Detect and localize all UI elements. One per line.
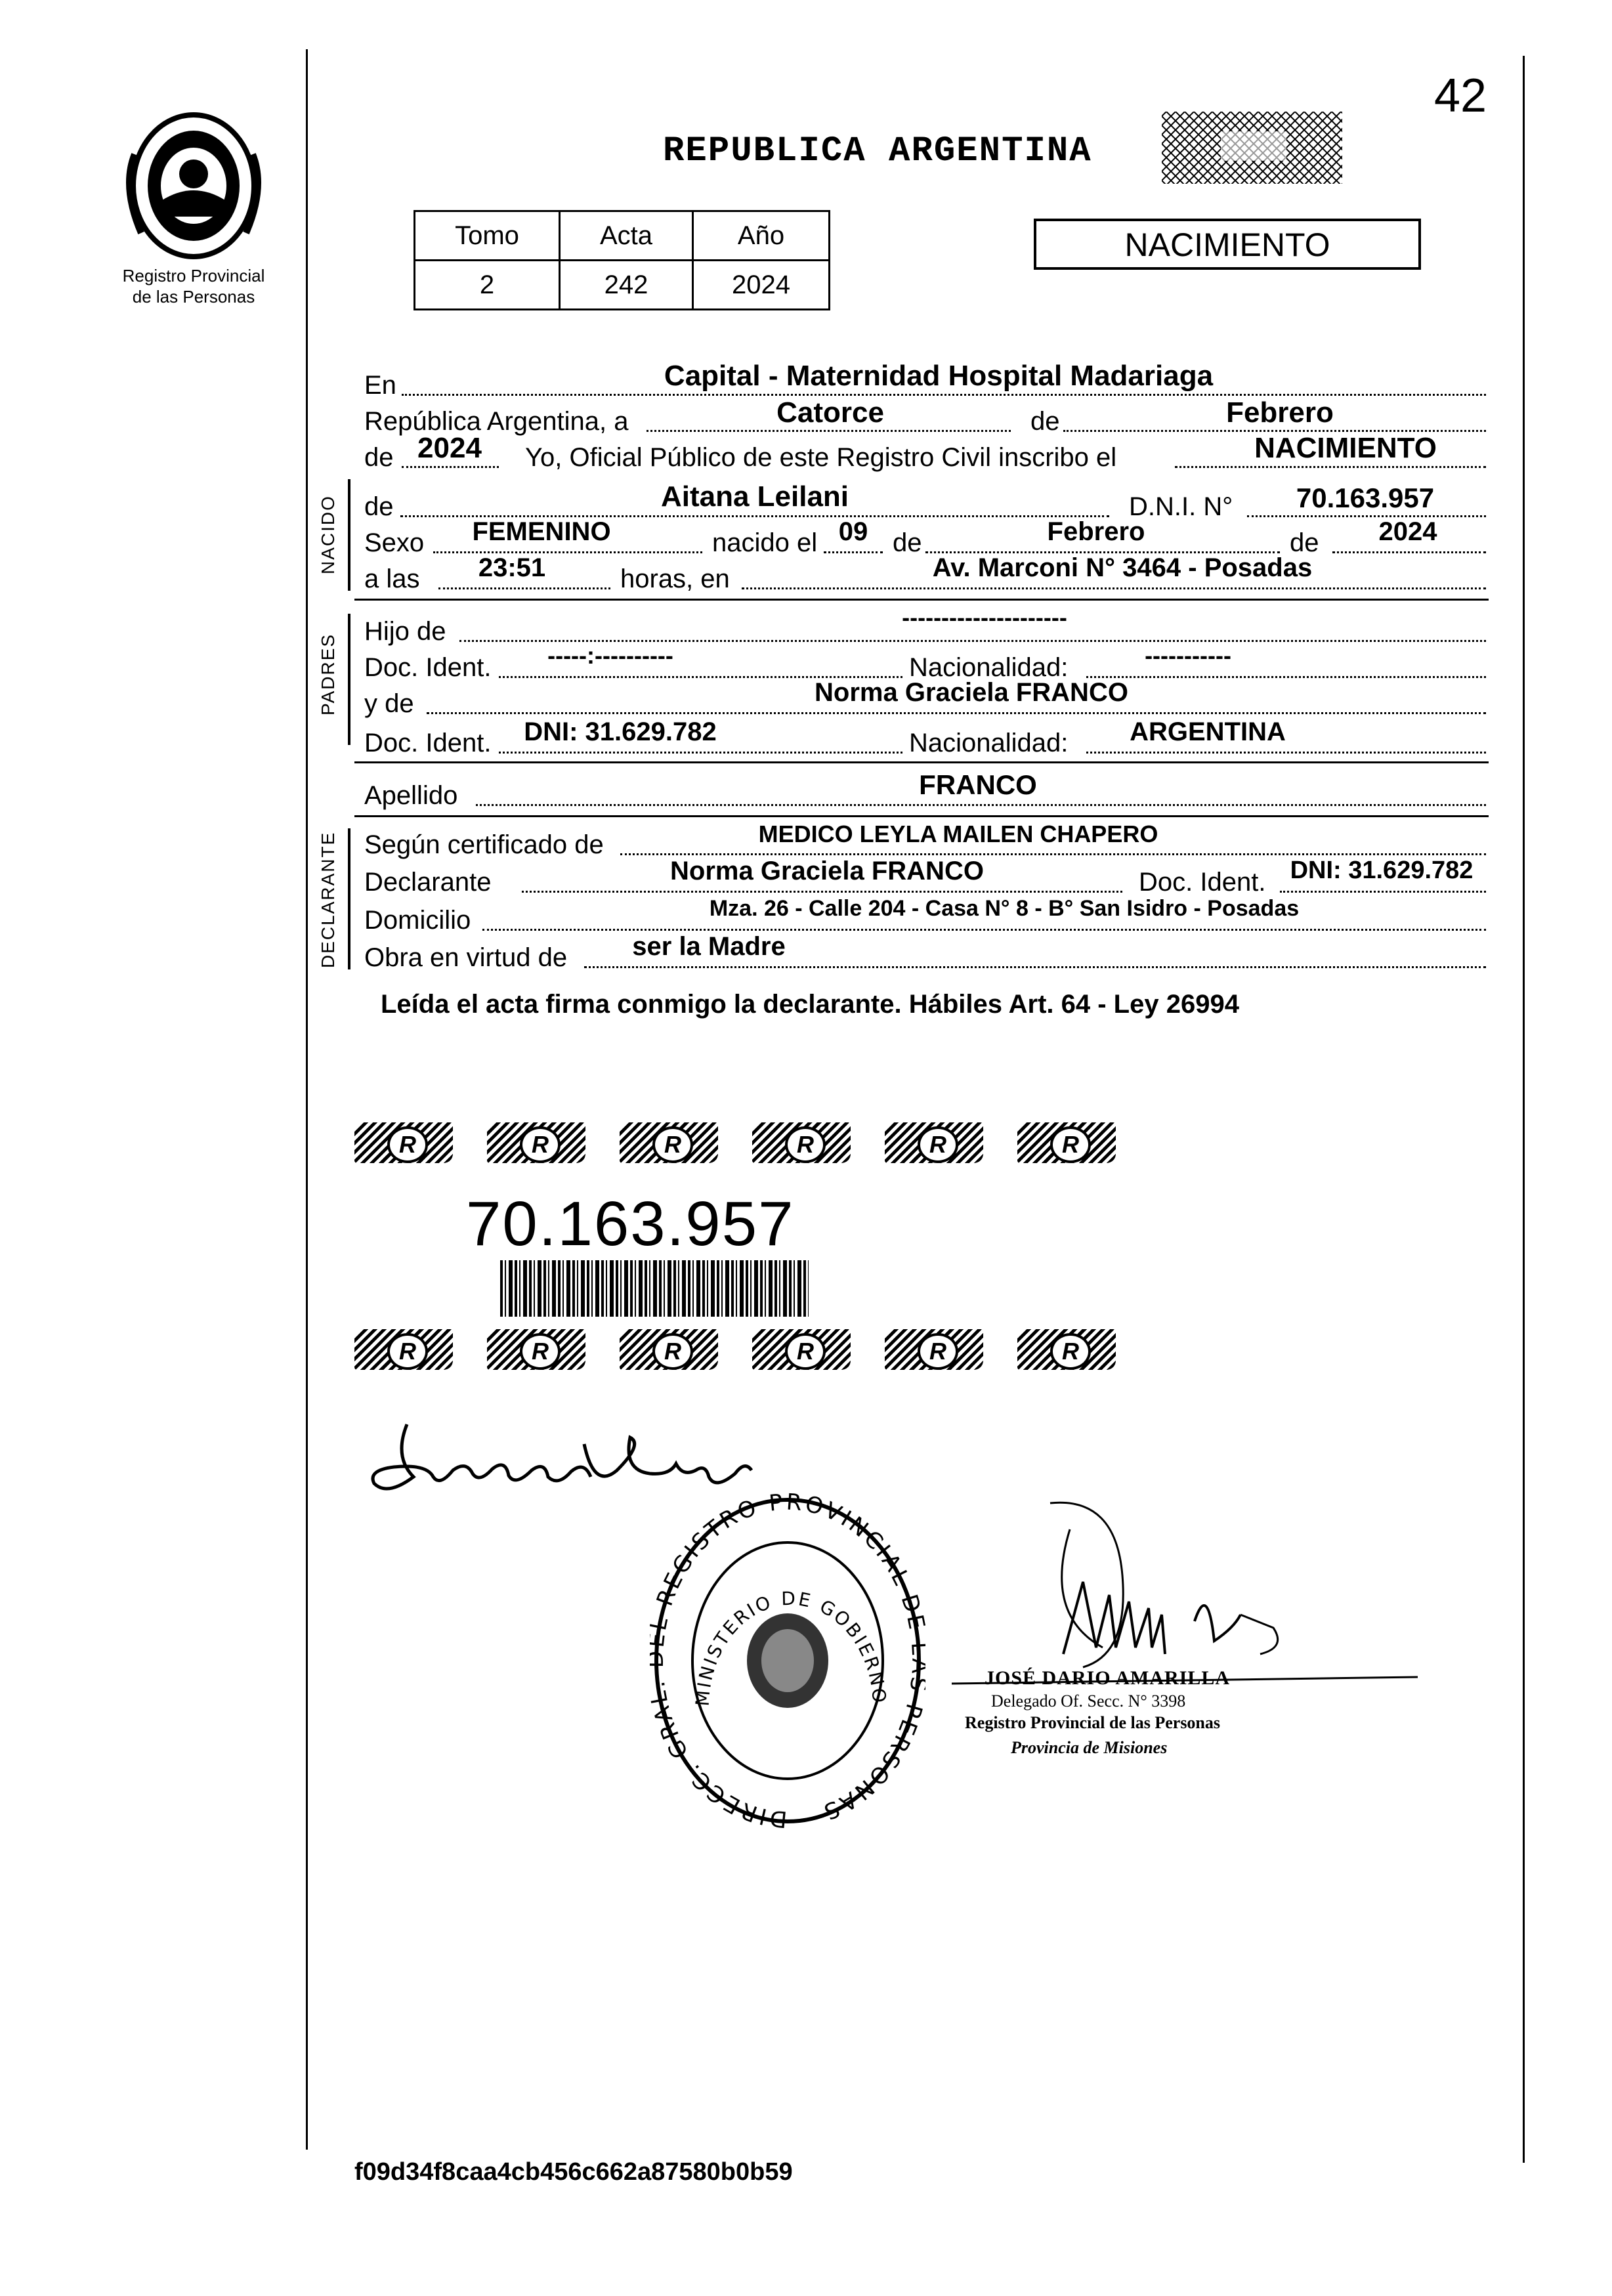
year-value: 2024 [417,432,482,464]
obra-dots [584,966,1486,968]
declarante-doc: DNI: 31.629.782 [1290,857,1474,884]
right-margin-line [1523,56,1525,2163]
logo-caption-2: de las Personas [132,287,255,307]
birth-place: Av. Marconi N° 3464 - Posadas [932,553,1313,582]
place-dots [742,587,1486,589]
en-label: En [364,371,396,400]
month-value: Febrero [1226,396,1334,429]
birth-day: 09 [838,517,868,546]
barcode-sticker [348,1116,1079,1365]
doc-type-label: NACIMIENTO [1124,226,1330,263]
horas-label: horas, en [620,564,730,593]
sexo-label: Sexo [364,528,425,557]
nac2-label: Nacionalidad: [909,729,1069,757]
country-title: REPUBLICA ARGENTINA [663,131,1092,171]
declarante-side-label: DECLARANTE [318,831,338,968]
dni-label: D.N.I. N° [1129,492,1233,521]
logo-caption-1: Registro Provincial [122,266,265,286]
tomo-header: Tomo [415,211,560,261]
official-title: Delegado Of. Secc. N° 3398 [991,1691,1186,1711]
mother-doc: DNI: 31.629.782 [524,717,717,746]
doc2-dots [499,752,902,754]
domicilio-label: Domicilio [364,906,471,935]
birth-year: 2024 [1378,517,1437,546]
declarante-dots [522,891,1122,893]
apellido-label: Apellido [364,781,458,810]
de-label: de [1030,407,1060,436]
obra-value: ser la Madre [632,932,786,961]
divider-1 [354,599,1489,601]
nac2-dots [1086,752,1486,754]
en-dots [402,394,1486,396]
day-value: Catorce [776,396,884,429]
yde-label: y de [364,689,414,718]
acta-value: 242 [560,261,693,310]
anio-value: 2024 [693,261,830,310]
father-nationality: ----------- [1145,642,1231,669]
cert-value: MEDICO LEYLA MAILEN CHAPERO [758,820,1158,847]
page-number: 42 [1434,70,1487,122]
sexo-value: FEMENINO [472,517,611,546]
official-office: Registro Provincial de las Personas [965,1713,1221,1732]
year-dots [402,466,499,468]
hijo-label: Hijo de [364,617,446,646]
mother-dots [427,712,1486,714]
apellido-dots [476,804,1486,806]
inscribo-label: Yo, Oficial Público de este Registro Civil inscribo el [525,443,1117,472]
doc2-label: Doc. Ident. [364,729,492,757]
security-stamp [1162,112,1342,184]
birth-time: 23:51 [478,553,546,582]
left-margin-line [306,49,308,2150]
inscribo-value: NACIMIENTO [1254,432,1437,464]
nacido-de3-label: de [1290,528,1319,557]
tomo-value: 2 [415,261,560,310]
record-table [414,210,830,310]
nacido-de2-label: de [893,528,922,557]
declarante-bar [348,828,350,969]
birth-month: Febrero [1047,517,1145,546]
padres-side-label: PADRES [318,633,338,715]
day-dots [647,430,1011,432]
mother-name: Norma Graciela FRANCO [815,678,1128,707]
barcode-bars [500,1260,809,1317]
declarante-label: Declarante [364,868,492,897]
nacido-de-label: de [364,492,394,521]
father-name: --------------------- [902,604,1067,631]
en-value: Capital - Maternidad Hospital Madariaga [664,360,1214,392]
decl-doc-dots [1280,891,1486,893]
de2-label: de [364,443,394,472]
nac1-label: Nacionalidad: [909,653,1069,682]
surname: FRANCO [919,769,1037,800]
footer-hash: f09d34f8caa4cb456c662a87580b0b59 [354,2158,793,2186]
sticker-bottom-row: R R R R R R [354,1329,932,1355]
official-name: JOSÉ DARIO AMARILLA [985,1667,1231,1689]
republica-label: República Argentina, a [364,407,629,436]
decl-doc-label: Doc. Ident. [1139,868,1266,897]
doc1-label: Doc. Ident. [364,653,492,682]
acta-header: Acta [560,211,693,261]
doc-type-box [1034,219,1421,270]
domicilio-value: Mza. 26 - Calle 204 - Casa N° 8 - B° San Isidro - Posadas [709,896,1300,921]
divider-2 [354,761,1489,763]
child-dni: 70.163.957 [1296,482,1435,513]
province-logo [121,108,266,259]
father-doc: -----:---------- [547,642,673,669]
time-dots [438,587,610,589]
child-name: Aitana Leilani [660,480,849,513]
anio-header: Año [693,211,830,261]
official-province: Provincia de Misiones [1011,1738,1168,1757]
closing-text: Leída el acta firma conmigo la declarante. Hábiles Art. 64 - Ley 26994 [381,990,1239,1019]
domicilio-dots [482,929,1486,931]
padres-bar [348,614,350,745]
barcode-number: 70.163.957 [466,1189,795,1259]
divider-3 [354,815,1489,817]
cert-label: Según certificado de [364,830,604,859]
official-seal [650,1490,925,1831]
nacido-bar [348,479,350,591]
obra-label: Obra en virtud de [364,943,568,972]
seal-ring-text: DIRECC. GRA REGISTRO PROVINCIAL D PERSONAS [650,1490,925,1831]
declarante-name: Norma Graciela FRANCO [670,857,984,885]
nacido-el-label: nacido el [712,528,818,557]
inscribo-dots [1175,466,1486,468]
cert-dots [620,853,1486,855]
sticker-top-row: R R R R R R [354,1122,1150,1166]
a-las-label: a las [364,564,420,593]
nacido-side-label: NACIDO [318,495,338,574]
mother-nationality: ARGENTINA [1130,717,1286,746]
seal-inner-text: MINISTERIO DE GOBIERNO [691,1587,891,1707]
